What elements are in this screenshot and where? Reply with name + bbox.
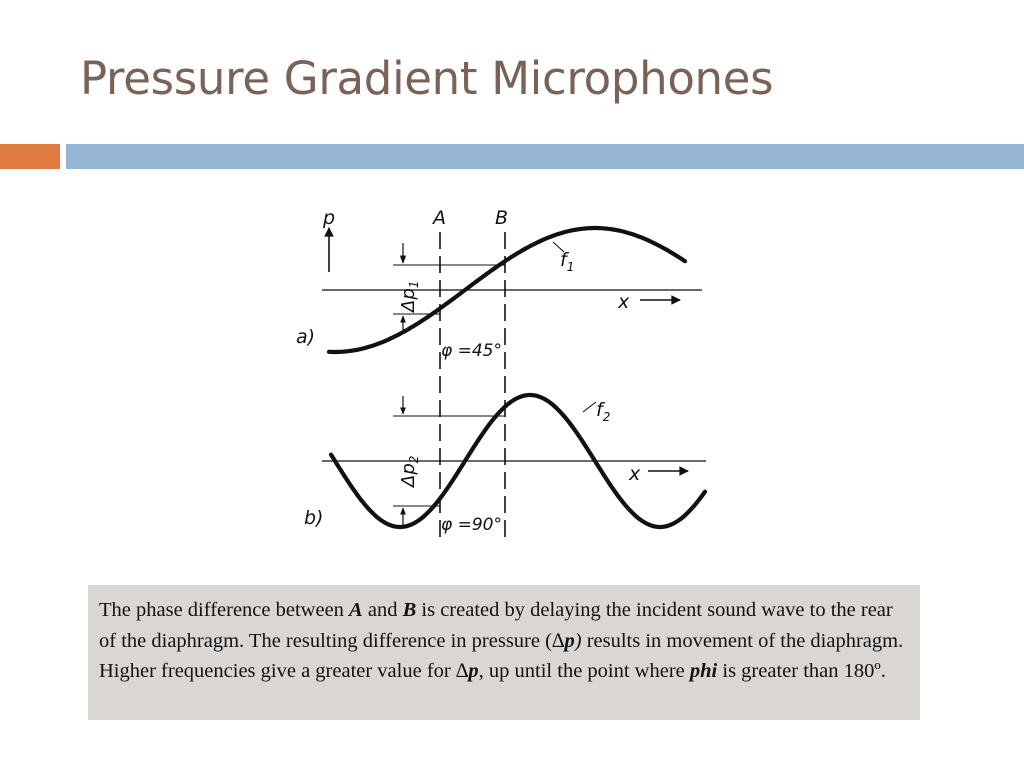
caption-paren: ): [574, 629, 582, 652]
title-accent-bar-orange: [0, 144, 60, 169]
caption-text-3: is created by delaying the incident sound wave to the rear of the diaphragm. The resulting difference in pressure (: [99, 599, 893, 652]
title-accent-bar-blue: [66, 144, 1024, 169]
phase-diagram-figure: [280, 195, 740, 555]
phase-diagram: [280, 195, 740, 555]
caption-point-b: B: [402, 599, 417, 621]
panel-a: [296, 207, 702, 540]
caption-delta-2: ∆: [455, 660, 469, 682]
caption-text-2: and: [362, 599, 403, 621]
caption-text-1: The phase difference between: [99, 599, 350, 621]
panel-a-label: a): [296, 326, 316, 348]
point-b-label: B: [495, 207, 509, 229]
x-axis-label-a: x: [618, 291, 630, 313]
curve-f2-leader: [583, 402, 596, 412]
phase-90-label: φ =90°: [441, 515, 502, 535]
caption-delta-1: ∆: [551, 629, 565, 652]
caption-text-5: , up until the point where: [478, 660, 690, 682]
caption-box: [88, 585, 920, 720]
caption-p-2: p: [468, 660, 479, 682]
curve-f1-label: $f_1$: [560, 249, 575, 274]
point-a-label: A: [433, 207, 446, 229]
x-axis-label-b: x: [629, 463, 641, 485]
p-axis-label: p: [323, 207, 336, 229]
curve-f2-label: $f_2$: [596, 399, 611, 424]
slide-title: Pressure Gradient Microphones: [80, 52, 774, 105]
delta-p2-label: $\Delta p_2$: [398, 455, 421, 487]
delta-p1-label: $\Delta p_1$: [398, 280, 421, 312]
caption-text-6: is greater than 180º.: [717, 660, 886, 682]
phase-45-label: φ =45°: [441, 341, 502, 361]
caption-point-a: A: [349, 599, 363, 621]
panel-b-label: b): [304, 507, 324, 529]
caption-text-4: results in movement of the diaphragm. Higher frequencies give a greater value for: [99, 629, 904, 682]
caption-p-1: p: [564, 629, 575, 652]
caption-phi: phi: [689, 660, 718, 682]
